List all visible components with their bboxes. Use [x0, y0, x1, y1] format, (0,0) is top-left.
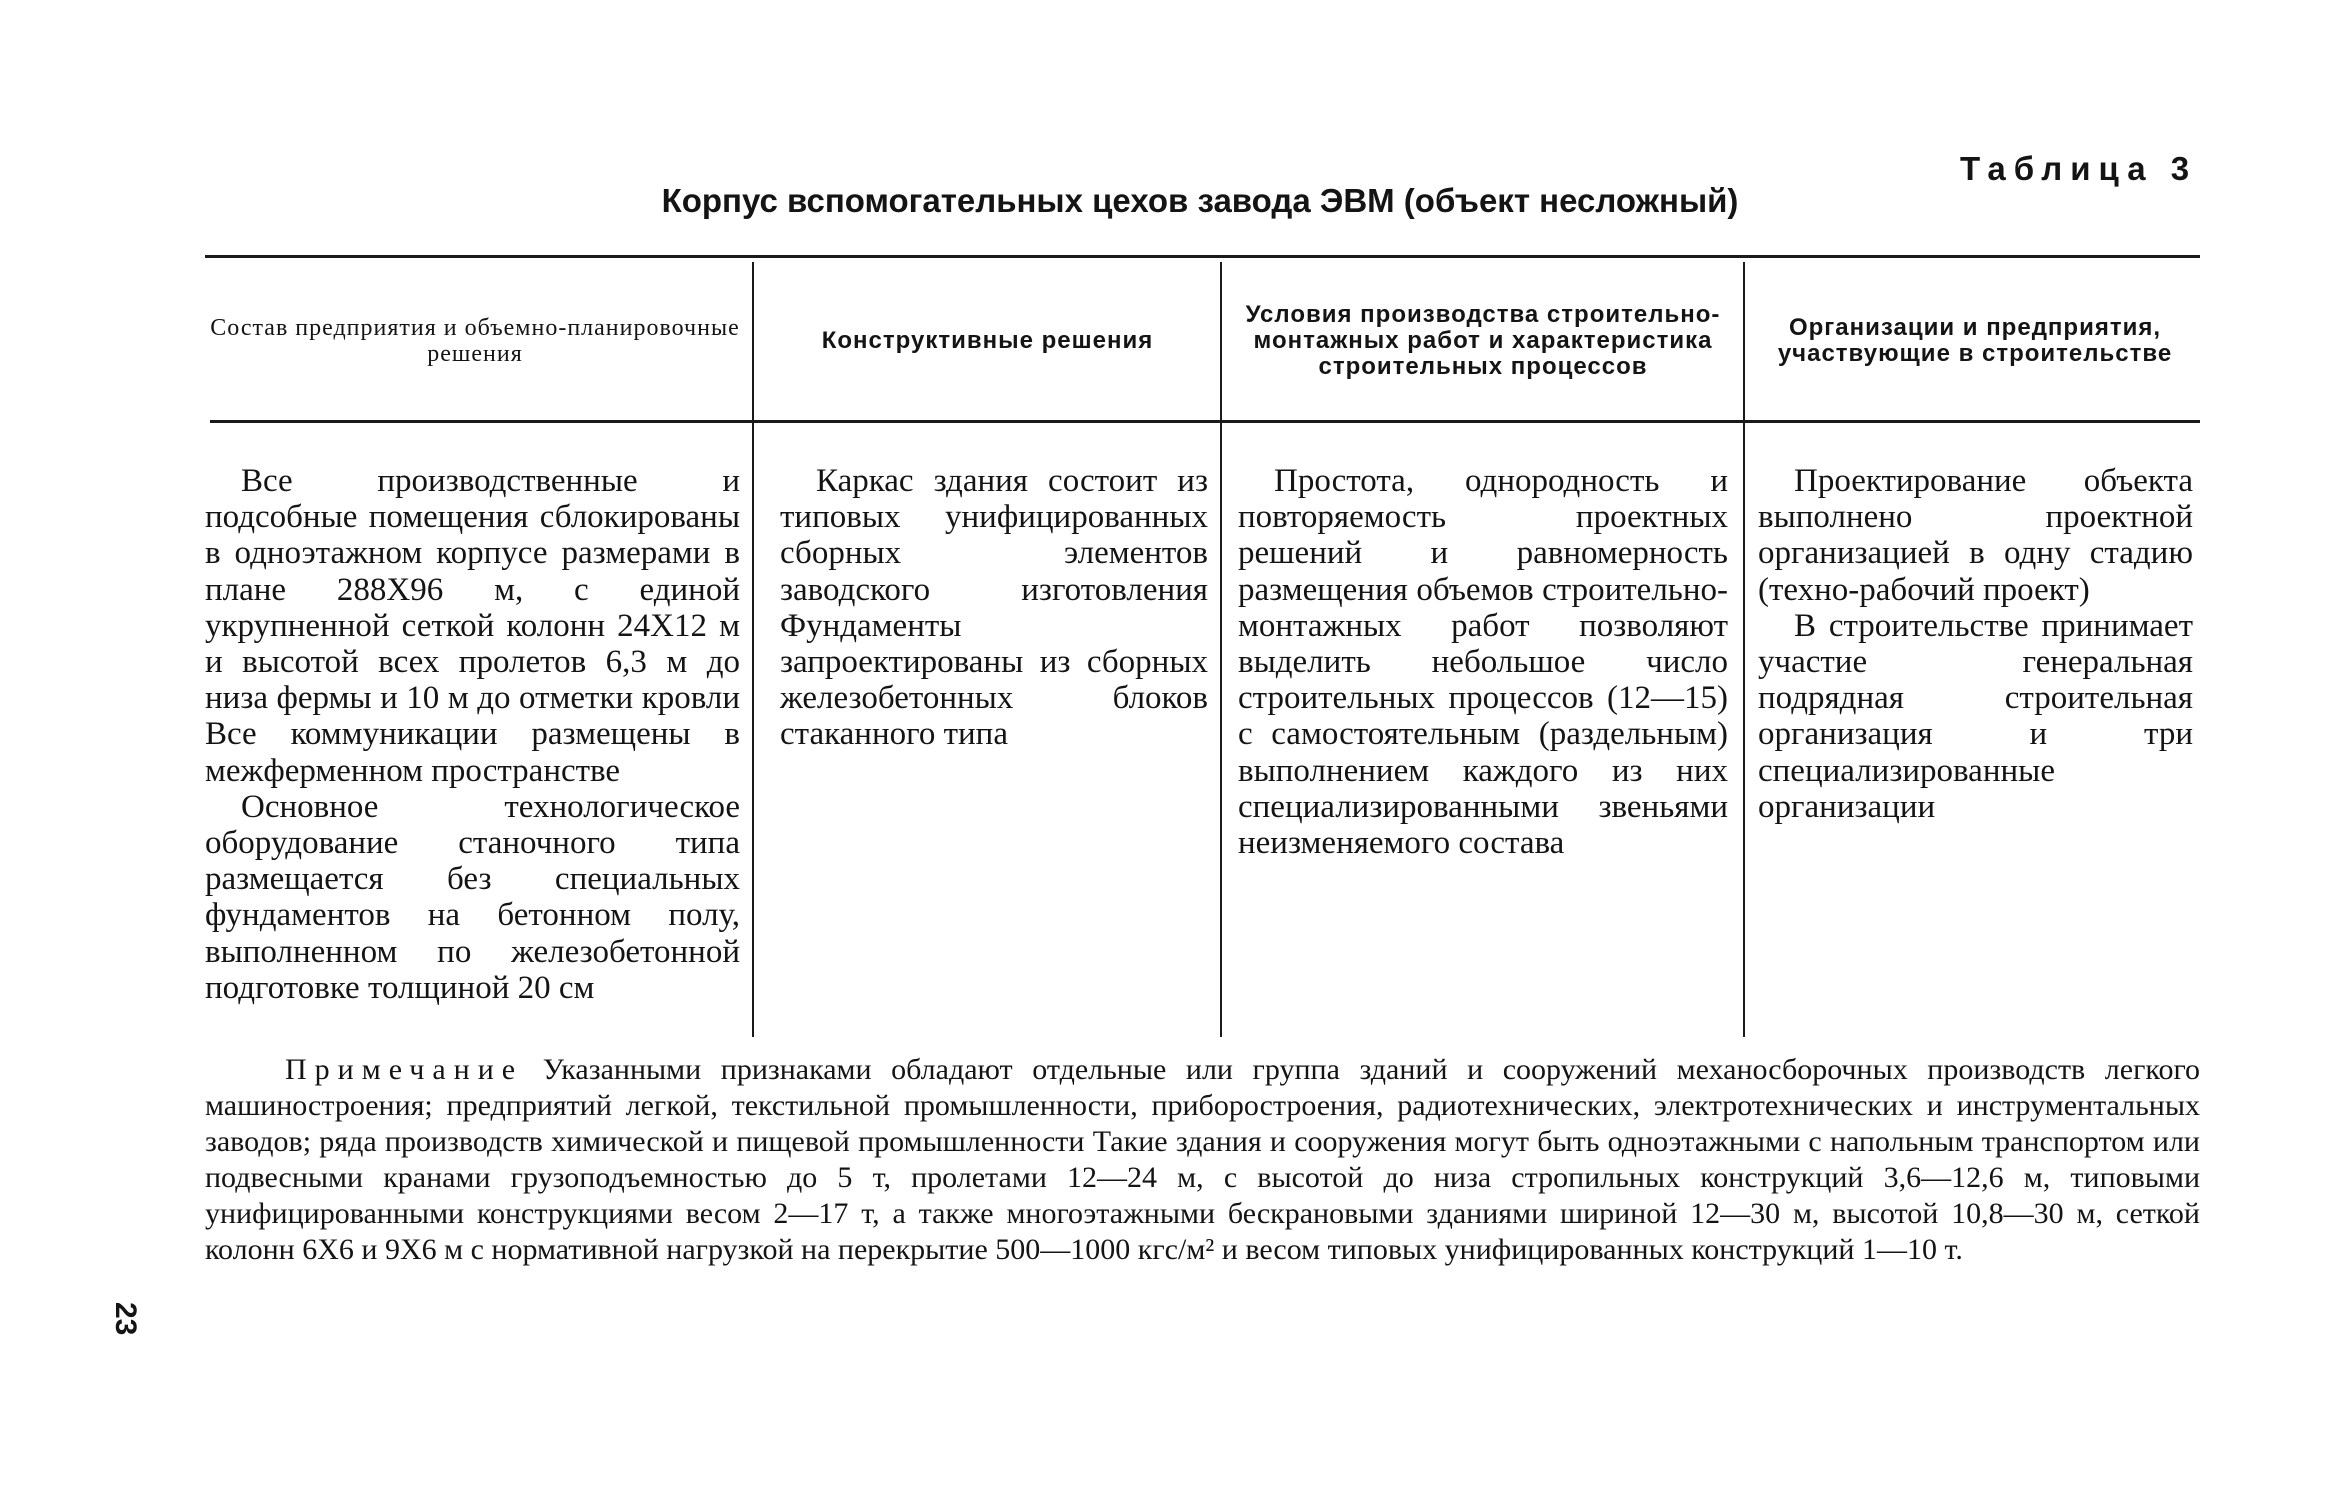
cell-organizations — [1758, 463, 2193, 825]
column-header-conditions-text: Условия производства строительно-монтажных работ и характеристика строительных процессов — [1245, 300, 1721, 380]
note-label: Примечание — [285, 1053, 524, 1086]
column-header-organizations-text: Организации и предприятия, участвующие в строительстве — [1777, 313, 2173, 367]
column-header-composition — [205, 268, 745, 413]
table-label: Таблица 3 — [1960, 150, 2198, 187]
table-header-rule — [210, 420, 2200, 423]
column-header-structural — [760, 268, 1215, 413]
column-header-organizations — [1755, 268, 2195, 413]
page-number: 23 — [109, 1302, 142, 1336]
table-title: Корпус вспомогательных цехов завода ЭВМ (объект несложный) — [661, 182, 1739, 219]
cell-conditions-para: Простота, однородность и повторяемость проектных решений и равномерность размещения объемов строительно-монтажных работ позволяют выделить небольшое число строительных процессов (12—15) с самостоятельным (раздельным) выполнением каждого из них специализированными звеньями неизменяемого состава — [1238, 463, 1728, 862]
cell-structural — [780, 463, 1208, 753]
column-header-composition-text: Состав предприятия и объемно-планировочные решения — [210, 314, 740, 367]
cell-composition — [205, 463, 740, 1006]
column-divider-1 — [752, 262, 754, 1037]
cell-organizations-para-1: Проектирование объекта выполнено проектной организацией в одну стадию (техно-рабочий проект) — [1758, 463, 2193, 608]
note-text: Указанными признаками обладают отдельные или группа зданий и сооружений механосборочных производств легкого машиностроения; предприятий легкой, текстильной промышленности, приборостроения, радиотехнических, электротехнических и инструментальных заводов; ряда производств химической и пищевой промышленности Такие здания и сооружения могут быть одноэтажными с напольным транспортом или подвесными кранами грузоподъемностью до 5 т, пролетами 12—24 м, с высотой до низа стропильных конструкций 3,6—12,6 м, типовыми унифицированными конструкциями весом 2—17 т, а также многоэтажными бескрановыми зданиями шириной 12—30 м, высотой 10,8—30 м, сеткой колонн 6X6 и 9X6 м с нормативной нагрузкой на перекрытие 500—1000 кгс/м² и весом типовых унифицированных конструкций 1—10 т. — [205, 1053, 2200, 1266]
cell-conditions — [1238, 463, 1728, 861]
column-divider-2 — [1220, 262, 1222, 1037]
cell-structural-para: Каркас здания состоит из типовых унифицированных сборных элементов заводского изготовления Фундаменты запроектированы из сборных железобетонных блоков стаканного типа — [780, 463, 1208, 753]
column-header-structural-text: Конструктивные решения — [821, 326, 1154, 354]
cell-composition-para-1: Все производственные и подсобные помещения сблокированы в одноэтажном корпусе размерами в плане 288X96 м, с единой укрупненной сеткой колонн 24X12 м и высотой всех пролетов 6,3 м до низа фермы и 10 м до отметки кровли Все коммуникации размещены в межферменном пространстве — [205, 463, 740, 789]
cell-organizations-para-2: В строительстве принимает участие генеральная подрядная строительная организация и три специализированные организации — [1758, 607, 2193, 825]
cell-composition-para-2: Основное технологическое оборудование станочного типа размещается без специальных фундаментов на бетонном полу, выполненном по железобетонной подготовке толщиной 20 см — [205, 788, 740, 1006]
column-divider-3 — [1743, 262, 1745, 1037]
table-top-rule — [205, 255, 2200, 258]
column-header-conditions — [1232, 268, 1734, 413]
table-note — [205, 1052, 2200, 1268]
